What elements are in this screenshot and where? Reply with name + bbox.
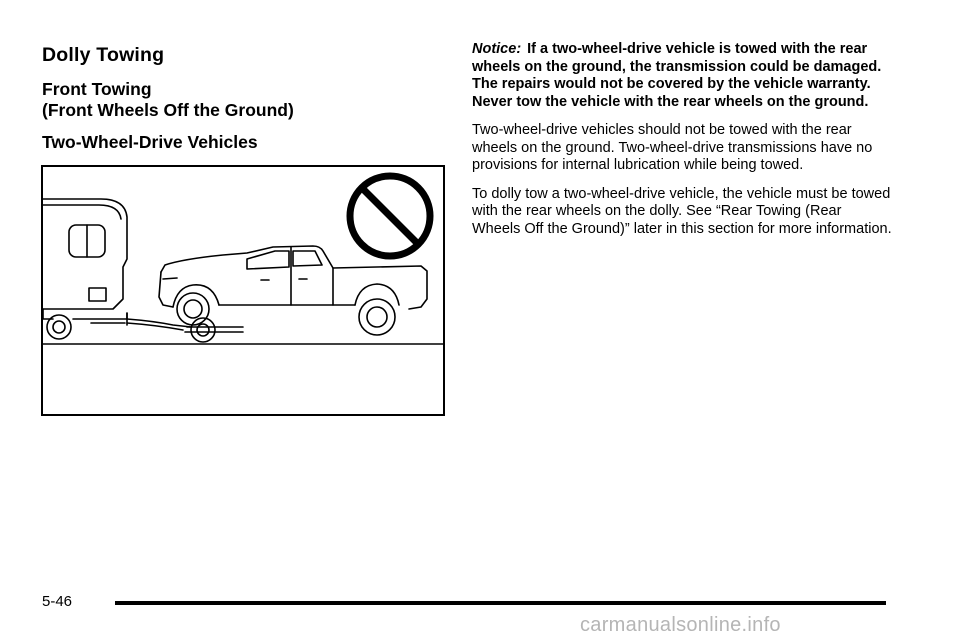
illustration-drawing [43, 167, 443, 414]
section-title: Dolly Towing [42, 44, 165, 66]
tow-truck-illustration [43, 199, 127, 339]
subheading-line-2: (Front Wheels Off the Ground) [42, 100, 294, 120]
subheading-front-towing [42, 79, 294, 121]
notice-label: Notice: [472, 41, 522, 57]
watermark-text: carmanualsonline.info [580, 614, 781, 636]
towing-illustration [41, 165, 445, 416]
tow-dolly-illustration [127, 318, 243, 342]
body-paragraph-1: Two-wheel-drive vehicles should not be towed with the rear wheels on the ground. Two-wheel-drive transmissions have no provisions for internal lubrication while being towed. [472, 122, 873, 173]
body-paragraph-2: To dolly tow a two-wheel-drive vehicle, the vehicle must be towed with the rear wheels on the dolly. See “Rear Towing (Rear Wheels Off the Ground)” later in this section for more information. [472, 185, 892, 237]
page-number: 5-46 [42, 593, 73, 610]
right-column [472, 41, 892, 249]
prohibition-icon [350, 176, 430, 256]
subheading-line-1: Front Towing [42, 79, 152, 99]
notice-paragraph [472, 41, 892, 111]
footer-rule [115, 601, 886, 605]
notice-text: If a two-wheel-drive vehicle is towed with the rear wheels on the ground, the transmission could be damaged. The repairs would not be covered by the vehicle warranty. Never tow the vehicle with the rear wheels on the ground. [472, 41, 882, 110]
subheading-two-wheel-drive: Two-Wheel-Drive Vehicles [42, 132, 258, 152]
